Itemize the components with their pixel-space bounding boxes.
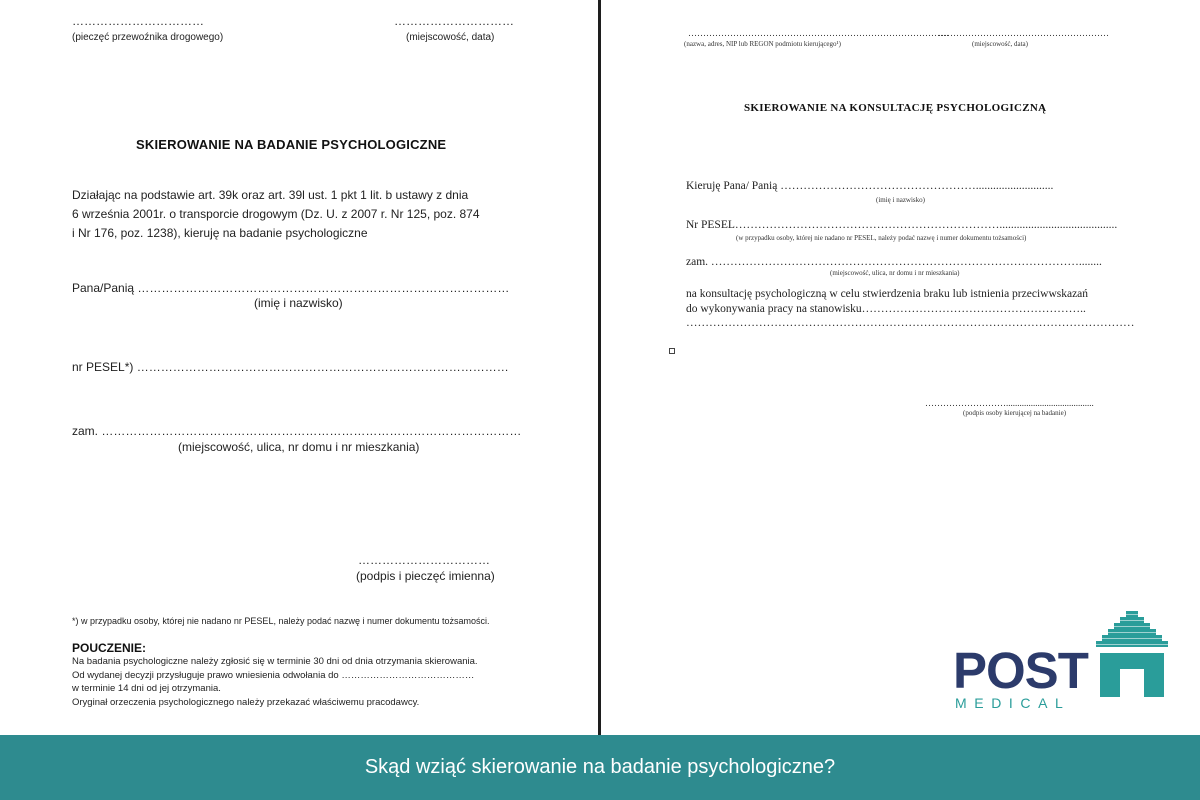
place-date-dots-right: ………………………………………………… — [938, 28, 1109, 38]
left-document-page — [0, 0, 598, 735]
purpose-line: do wykonywania pracy na stanowisku………………………………………………….. — [686, 303, 1086, 315]
document-title-right: SKIEROWANIE NA KONSULTACJĘ PSYCHOLOGICZNĄ — [744, 102, 1047, 114]
address-field-right: zam. ……………………………………………………………………………………........ — [686, 256, 1102, 268]
carrier-stamp-dots: …………………………… — [72, 14, 204, 28]
logo-house-icon — [1096, 611, 1168, 697]
referrer-caption: (nazwa, adres, NIP lub REGON podmiotu kierującego¹) — [684, 40, 841, 48]
logo-word-medical: MEDICAL — [955, 695, 1071, 711]
name-field-hint-right: (imię i nazwisko) — [876, 196, 925, 204]
pesel-field-right: Nr PESEL……………………………………………………………......................................... — [686, 219, 1118, 231]
pesel-field: nr PESEL*) ………………………………………………………………………………… — [72, 360, 509, 374]
carrier-stamp-caption: (pieczęć przewoźnika drogowego) — [72, 32, 224, 43]
name-field-right: Kieruję Pana/ Panią ……………………………………………........................... — [686, 180, 1054, 192]
bottom-banner — [0, 735, 1200, 800]
body-line: i Nr 176, poz. 1238), kieruję na badanie psychologiczne — [72, 226, 368, 240]
footnote: *) w przypadku osoby, której nie nadano nr PESEL, należy podać nazwę i numer dokumentu tożsamości. — [72, 616, 490, 626]
address-field-hint: (miejscowość, ulica, nr domu i nr mieszkania) — [178, 440, 420, 454]
pouczenie-line: w terminie 14 dni od jej otrzymania. — [72, 683, 221, 694]
place-date-dots: ………………………… — [394, 14, 514, 28]
place-date-caption-right: (miejscowość, data) — [972, 40, 1028, 48]
address-field: zam. …………………………………………………………………………………………… — [72, 424, 522, 438]
place-date-caption: (miejscowość, data) — [406, 32, 495, 43]
referrer-dots: …………………………………………………………………………… — [688, 28, 949, 38]
signature-caption-right: (podpis osoby kierującej na badanie) — [963, 409, 1067, 417]
signature-dots: …………………………… — [358, 553, 490, 567]
signature-dots-right: ………………………....................................... — [925, 398, 1094, 408]
purpose-line: na konsultację psychologiczną w celu stwierdzenia braku lub istnienia przeciwwskazań — [686, 288, 1089, 300]
pouczenie-line: Na badania psychologiczne należy zgłosić się w terminie 30 dni od dnia otrzymania skierowania. — [72, 656, 478, 667]
pouczenie-line: Od wydanej decyzji przysługuje prawo wniesienia odwołania do …………………………………… — [72, 669, 475, 681]
document-title: SKIEROWANIE NA BADANIE PSYCHOLOGICZNE — [136, 137, 447, 152]
address-field-hint-right: (miejscowość, ulica, nr domu i nr mieszkania) — [830, 269, 960, 277]
body-line: 6 września 2001r. o transporcie drogowym (Dz. U. z 2007 r. Nr 125, poz. 874 — [72, 207, 480, 221]
name-field-hint: (imię i nazwisko) — [254, 296, 343, 310]
signature-caption: (podpis i pieczęć imienna) — [356, 569, 495, 583]
name-field: Pana/Panią ………………………………………………………………………………… — [72, 281, 510, 295]
body-paragraph — [72, 186, 480, 243]
banner-headline: Skąd wziąć skierowanie na badanie psychologiczne? — [364, 756, 836, 778]
pouczenie-heading: POUCZENIE: — [72, 641, 147, 655]
logo-word-post: POST — [953, 642, 1088, 699]
purpose-line: ……………………………………………………………………………………………………… — [686, 317, 1135, 329]
pesel-field-hint-right: (w przypadku osoby, której nie nadano nr PESEL, należy podać nazwę i numer dokumentu tożsamości) — [736, 234, 1027, 242]
pouczenie-list — [72, 655, 478, 709]
checkbox[interactable] — [669, 348, 675, 354]
pouczenie-line: Oryginał orzeczenia psychologicznego należy przekazać właściwemu pracodawcy. — [72, 696, 420, 708]
body-line: Działając na podstawie art. 39k oraz art. 39l ust. 1 pkt 1 lit. b ustawy z dnia — [72, 188, 469, 202]
page-divider — [598, 0, 601, 735]
